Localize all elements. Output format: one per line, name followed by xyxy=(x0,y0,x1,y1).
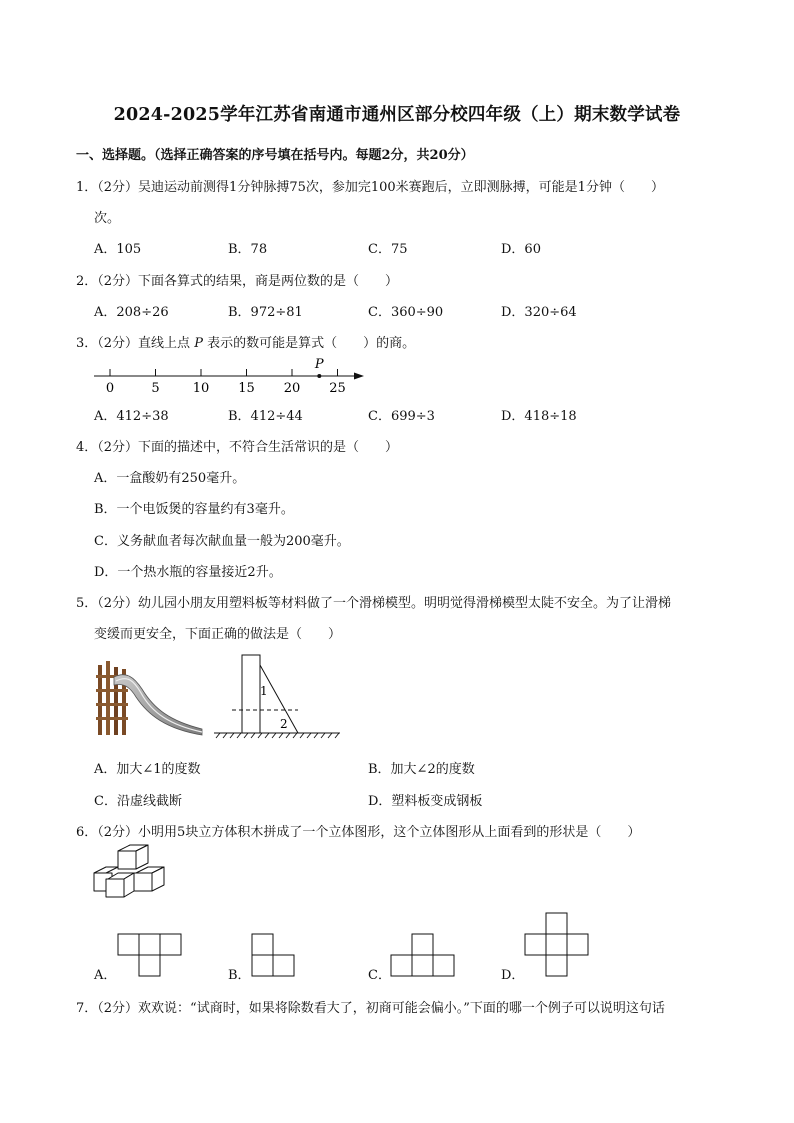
number-line-tick-label: 20 xyxy=(283,381,301,396)
q3-text-post: 表示的数可能是算式（ ）的商。 xyxy=(202,336,416,351)
q5-option-c: C．沿虚线截断 xyxy=(94,794,182,809)
q3-option-b: B．412÷44 xyxy=(228,409,303,424)
q2-option-a: A．208÷26 xyxy=(94,305,169,320)
q2-option-c: C．360÷90 xyxy=(368,305,444,320)
cube-stack-figure xyxy=(90,843,170,903)
q1-option-a: A．105 xyxy=(94,242,142,257)
slide-tower xyxy=(242,655,260,733)
q6-option-b-grid xyxy=(250,932,296,978)
q6-option-d-grid xyxy=(524,911,590,978)
q2-option-d: D．320÷64 xyxy=(501,305,577,320)
q6-option-b: B． xyxy=(228,968,251,983)
question-5-text: 5．（2分）幼儿园小朋友用塑料板等材料做了一个滑梯模型。明明觉得滑梯模型太陡不安全。为了让滑梯 xyxy=(76,596,672,611)
angle-1-label: 1 xyxy=(260,684,268,698)
number-line-tick-label: 5 xyxy=(151,381,160,396)
slide-photo-figure xyxy=(92,655,204,737)
q6-option-d: D． xyxy=(501,968,525,983)
q6-option-a-grid xyxy=(117,932,183,978)
q1-option-d: D．60 xyxy=(501,242,541,257)
question-6-text: 6．（2分）小明用5块立方体积木拼成了一个立体图形，这个立体图形从上面看到的形状是（ ） xyxy=(76,825,641,840)
q3-point-symbol: P xyxy=(194,336,203,351)
q3-option-d: D．418÷18 xyxy=(501,409,577,424)
q4-option-a: A．一盒酸奶有250毫升。 xyxy=(94,471,246,486)
question-5-text-cont: 变缓而更安全，下面正确的做法是（ ） xyxy=(94,627,342,642)
q3-text-pre: 3．（2分）直线上点 xyxy=(76,336,195,351)
question-4-text: 4．（2分）下面的描述中，不符合生活常识的是（ ） xyxy=(76,440,399,455)
q4-option-d: D．一个热水瓶的容量接近2升。 xyxy=(94,565,282,580)
ground-hatching xyxy=(216,733,339,738)
page-title: 2024-2025学年江苏省南通市通州区部分校四年级（上）期末数学试卷 xyxy=(113,105,681,125)
q5-option-b: B．加大∠2的度数 xyxy=(368,762,475,777)
slide-board xyxy=(260,665,298,733)
question-2-text: 2．（2分）下面各算式的结果，商是两位数的是（ ） xyxy=(76,274,399,289)
q1-option-c: C．75 xyxy=(368,242,408,257)
question-1-text-cont: 次。 xyxy=(94,211,121,226)
number-line-figure xyxy=(0,350,794,398)
angle-2-label: 2 xyxy=(280,717,288,731)
point-p-label: P xyxy=(314,357,324,372)
q6-option-a: A． xyxy=(94,968,117,983)
q6-option-c: C． xyxy=(368,968,391,983)
number-line-tick-label: 25 xyxy=(329,381,346,396)
q4-option-c: C．义务献血者每次献血量一般为200毫升。 xyxy=(94,534,350,549)
section-heading: 一、选择题。（选择正确答案的序号填在括号内。每题2分，共20分） xyxy=(76,148,474,163)
number-line-tick-label: 15 xyxy=(238,381,255,396)
q1-option-b: B．78 xyxy=(228,242,268,257)
q5-option-a: A．加大∠1的度数 xyxy=(94,762,201,777)
question-7-text: 7．（2分）欢欢说：“试商时，如果将除数看大了，初商可能会偏小。”下面的哪一个例子可以说明这句话 xyxy=(76,1001,665,1016)
q3-option-a: A．412÷38 xyxy=(94,409,169,424)
q5-option-d: D．塑料板变成钢板 xyxy=(368,794,483,809)
slide-model-diagram xyxy=(210,652,345,740)
q4-option-b: B．一个电饭煲的容量约有3毫升。 xyxy=(94,502,294,517)
question-3-text xyxy=(76,332,415,351)
number-line-arrow xyxy=(354,373,364,380)
number-line-tick-label: 0 xyxy=(105,381,115,396)
q6-option-c-grid xyxy=(390,932,456,978)
question-1-text: 1．（2分）吴迪运动前测得1分钟脉搏75次，参加完100米赛跑后，立即测脉搏，可能是1分钟（ ） xyxy=(76,180,664,195)
point-p-marker xyxy=(317,374,321,378)
number-line-tick-label: 10 xyxy=(192,381,210,396)
q2-option-b: B．972÷81 xyxy=(228,305,303,320)
q3-option-c: C．699÷3 xyxy=(368,409,435,424)
